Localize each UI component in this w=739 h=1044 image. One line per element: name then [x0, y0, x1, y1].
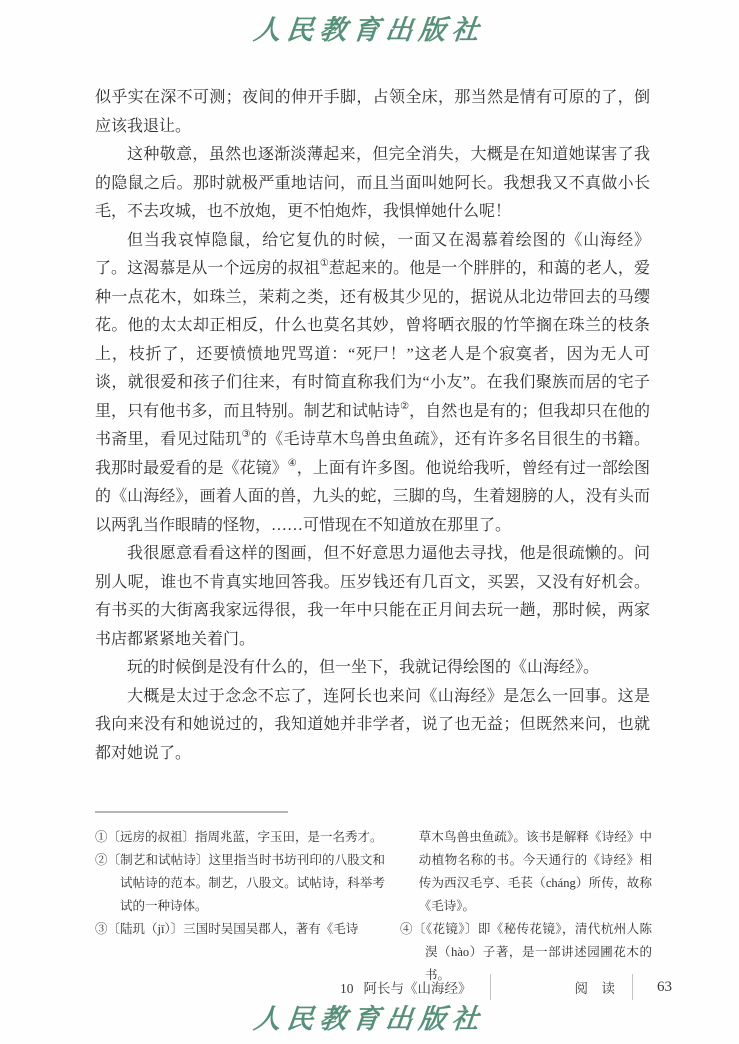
footnote-marker: ①	[95, 830, 108, 844]
body-paragraphs	[95, 84, 650, 768]
page-footer	[95, 972, 672, 1002]
paragraph: 玩的时候倒是没有什么的，但一坐下，我就记得绘图的《山海经》。	[127, 659, 600, 676]
paragraph: 这种敬意，虽然也逐渐淡薄起来，但完全消失，大概是在知道她谋害了我的隐鼠之后。那时就极严重地诘问，而且当面叫她阿长。我想我又不真做小长毛，不去攻城，也不放炮，更不怕炮炸，我惧惮她什么呢！	[95, 146, 650, 220]
unit-label: 阅 读	[574, 981, 615, 996]
footnote-item: ④〔《花镜》〕即《秘传花镜》，清代杭州人陈淏（hào）子著，是一部讲述园圃花木的书。	[400, 922, 652, 982]
footnote-col-right	[400, 826, 652, 987]
footnote-marker: ③	[95, 922, 108, 936]
footnote-ref: ④	[287, 457, 297, 469]
footnote-item: ②〔制艺和试帖诗〕这里指当时书坊刊印的八股文和试帖诗的范本。制艺，八股文。试帖诗，科举考试的一种诗体。	[95, 853, 385, 913]
footer-separator-2	[632, 974, 633, 1000]
lesson-number: 10	[340, 981, 354, 996]
footnote-marker: ④	[400, 922, 413, 936]
publisher-logo-bottom: 人民教育出版社	[252, 1004, 487, 1034]
paragraph: 似乎实在深不可测；夜间的伸开手脚，占领全床，那当然是情有可原的了，倒应该我退让。	[95, 89, 650, 135]
publisher-logo-top: 人民教育出版社	[252, 15, 487, 45]
paragraph: 但当我哀悼隐鼠，给它复仇的时候，一面又在渴慕着绘图的《山海经》了。这渴慕是从一个远房的叔祖①惹起来的。他是一个胖胖的，和蔼的老人，爱种一点花木，如珠兰，茉莉之类，还有极其少见的，据说从北边带回去的马缨花。他的太太却正相反，什么也莫名其妙，曾将晒衣服的竹竿搁在珠兰的枝条上，枝折了，还要愤愤地咒骂道：“死尸！”这老人是个寂寞者，因为无人可谈，就很爱和孩子们往来，有时简直称我们为“小友”。在我们聚族而居的宅子里，只有他书多，而且特别。制艺和试帖诗②，自然也是有的；但我却只在他的书斋里，看见过陆玑③的《毛诗草木鸟兽虫鱼疏》，还有许多名目很生的书籍。我那时最爱看的是《花镜》④，上面有许多图。他说给我听，曾经有过一部绘图的《山海经》，画着人面的兽，九头的蛇，三脚的鸟，生着翅膀的人，没有头而以两乳当作眼睛的怪物，……可惜现在不知道放在那里了。	[95, 231, 650, 534]
footnote-ref: ③	[241, 429, 251, 440]
footnote-ref: ②	[400, 400, 410, 412]
page-number: 63	[657, 978, 672, 995]
footer-separator-1	[490, 974, 491, 1000]
paragraph: 我很愿意看看这样的图画，但不好意思力逼他去寻找，他是很疏懒的。问别人呢，谁也不肯真实地回答我。压岁钱还有几百文，买罢，又没有好机会。有书买的大街离我家远得很，我一年中只能在正月间去玩一趟，那时候，两家书店都紧紧地关着门。	[95, 545, 650, 648]
footnote-col-left	[95, 826, 385, 987]
footnote-ref: ①	[319, 258, 329, 269]
footnote-marker: ②	[95, 853, 108, 867]
footnote-item: ③〔陆玑（jī）〕三国时吴国吴郡人，著有《毛诗	[95, 922, 359, 936]
lesson-info	[340, 977, 472, 997]
lesson-title: 阿长与《山海经》	[363, 981, 472, 996]
footnote-area	[95, 826, 652, 987]
footnote-divider	[95, 811, 288, 813]
footnote-item: ①〔远房的叔祖〕指周兆蓝，字玉田，是一名秀才。	[95, 830, 383, 844]
footnote-item: 草木鸟兽虫鱼疏》。该书是解释《诗经》中动植物名称的书。今天通行的《诗经》相传为西汉毛亨、毛苌（cháng）所传，故称《毛诗》。	[418, 830, 652, 913]
paragraph: 大概是太过于念念不忘了，连阿长也来问《山海经》是怎么一回事。这是我向来没有和她说过的，我知道她并非学者，说了也无益；但既然来问，也就都对她说了。	[95, 687, 650, 762]
